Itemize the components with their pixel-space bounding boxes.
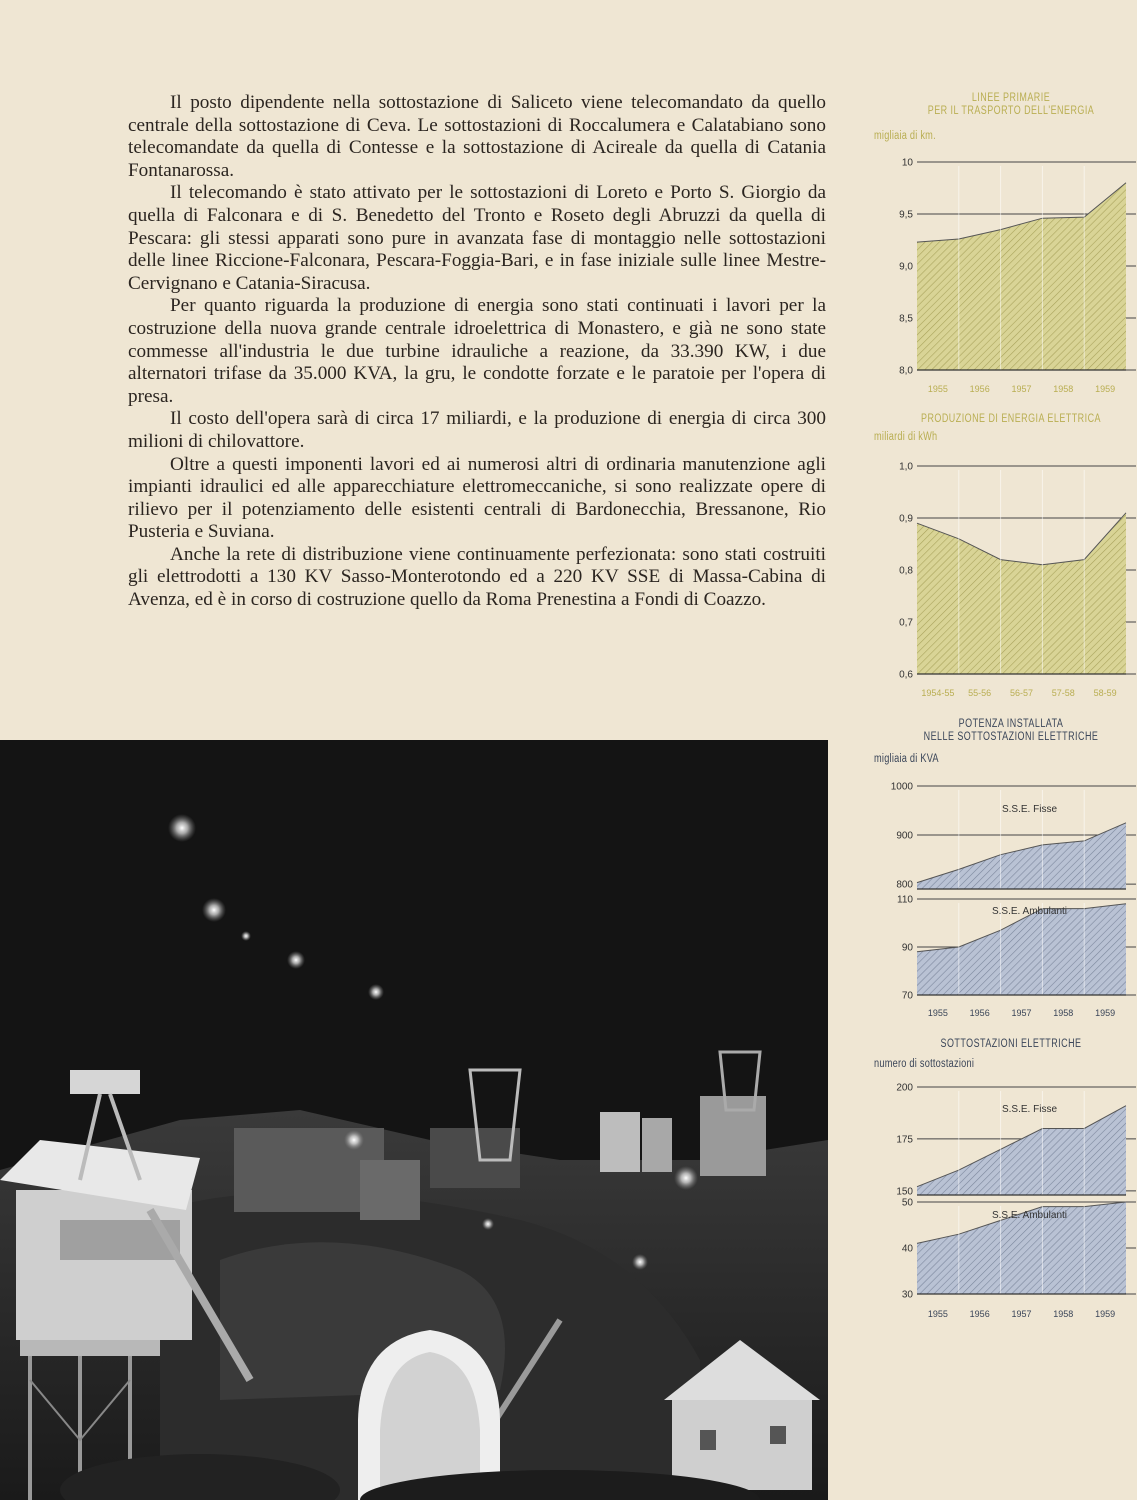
x-tick-label: 1958 [1053,1309,1074,1319]
chart-unit: miliardi di kWh [874,431,938,443]
y-tick-label: 8,0 [899,365,913,377]
paragraph: Il posto dipendente nella sottostazione di Saliceto viene telecomandato da quello centrale della sottostazione di Ceva. Le sottostazioni di Roccalumera e Calatabiano sono telecomandate da quella di Contesse e la sottostazione di Acireale da quella di Catania Fontanarossa. [128,92,826,181]
y-tick-label: 30 [901,1289,913,1301]
x-tick-label: 1959 [1095,1309,1116,1319]
y-tick-label: 70 [901,990,913,1002]
series-label: S.S.E. Fisse [1001,804,1058,815]
x-tick-label: 1955 [927,384,948,394]
x-tick-label: 1959 [1095,1008,1116,1018]
y-tick-label: 40 [901,1243,913,1255]
y-tick-label: 0,9 [899,513,913,525]
paragraph: Anche la rete di distribuzione viene continuamente perfezionata: sono stati costruiti gli elettrodotti a 130 KV Sasso-Monterotondo ed a 220 KV SSE di Massa-Cabina di Avenza, ed è in corso di costruzione quello da Roma Prenestina a Fondi di Coazzo. [128,543,826,611]
x-tick-label: 1956 [969,1309,990,1319]
x-tick-label: 1954-55 [921,688,955,698]
y-tick-label: 90 [901,942,913,954]
y-tick-label: 150 [896,1186,913,1198]
chart-unit: migliaia di KVA [874,753,939,765]
y-tick-label: 900 [896,830,913,842]
y-tick-label: 50 [901,1197,913,1209]
x-tick-label: 57-58 [1051,688,1075,698]
y-tick-label: 1000 [890,781,913,793]
x-tick-label: 1957 [1011,384,1032,394]
series-label: S.S.E. Fisse [1001,1104,1058,1115]
chart-unit: migliaia di km. [874,130,936,142]
y-tick-label: 175 [896,1134,913,1146]
x-tick-label: 55-56 [968,688,992,698]
y-tick-label: 9,0 [899,261,913,273]
x-tick-label: 1958 [1053,1008,1074,1018]
y-tick-label: 9,5 [899,209,913,221]
y-tick-label: 10 [901,157,913,169]
x-tick-label: 1956 [969,384,990,394]
series-label: S.S.E. Ambulanti [991,1210,1068,1221]
x-tick-label: 1957 [1011,1008,1032,1018]
chart-unit: numero di sottostazioni [874,1058,975,1070]
y-tick-label: 0,6 [899,669,913,681]
x-tick-label: 1955 [927,1309,948,1319]
chart-title: LINEE PRIMARIE [971,92,1051,104]
x-tick-label: 1959 [1095,384,1116,394]
area-hatch [917,1106,1126,1195]
y-tick-label: 8,5 [899,313,913,325]
series-label: S.S.E. Ambulanti [991,906,1068,917]
chart-title: PRODUZIONE DI ENERGIA ELETTRICA [921,413,1101,425]
paragraph: Il costo dell'opera sarà di circa 17 miliardi, e la produzione di energia di circa 300 milioni di chilovattore. [128,408,826,452]
x-tick-label: 58-59 [1093,688,1117,698]
y-tick-label: 110 [897,894,913,906]
paragraph: Per quanto riguarda la produzione di energia sono stati continuati i lavori per la costruzione della nuova grande centrale idroelettrica di Monastero, e già ne sono state commesse all'industria le due turbine idrauliche a reazione, da 33.390 KW, i due alternatori trifase da 35.000 KVA, la gru, le condotte forzate e le paratoie per l'opera di presa. [128,295,826,407]
chart-title: POTENZA INSTALLATA [958,718,1064,730]
paragraph: Oltre a questi imponenti lavori ed ai numerosi altri di ordinaria manutenzione agli impianti idraulici ed alle apparecchiature elettromeccaniche, si sono realizzate opere di rilievo per il potenziamento delle esistenti centrali di Bardonecchia, Bressanone, Rio Pusteria e Suviana. [128,453,826,543]
x-tick-label: 56-57 [1009,688,1034,698]
y-tick-label: 200 [896,1082,913,1094]
x-tick-label: 1958 [1053,384,1074,394]
chart-title: PER IL TRASPORTO DELL'ENERGIA [927,105,1095,117]
chart-title: NELLE SOTTOSTAZIONI ELETTRICHE [923,731,1099,743]
y-tick-label: 0,8 [899,565,913,577]
y-tick-label: 800 [896,879,913,891]
y-tick-label: 0,7 [899,617,913,629]
paragraph: Il telecomando è stato attivato per le sottostazioni di Loreto e Porto S. Giorgio da quella di Falconara e di S. Benedetto del Tronto e Roseto degli Abruzzi da quella di Pescara: gli stessi apparati sono pure in avanzata fase di montaggio nelle sottostazioni delle linee Riccione-Falconara, Pescara-Foggia-Bari, e in fase iniziale sulle linee Mestre-Cervignano e Catania-Siracusa. [128,182,826,294]
x-tick-label: 1957 [1011,1309,1032,1319]
x-tick-label: 1955 [927,1008,948,1018]
y-tick-label: 1,0 [899,461,913,473]
chart-title: SOTTOSTAZIONI ELETTRICHE [940,1038,1082,1050]
x-tick-label: 1956 [969,1008,990,1018]
